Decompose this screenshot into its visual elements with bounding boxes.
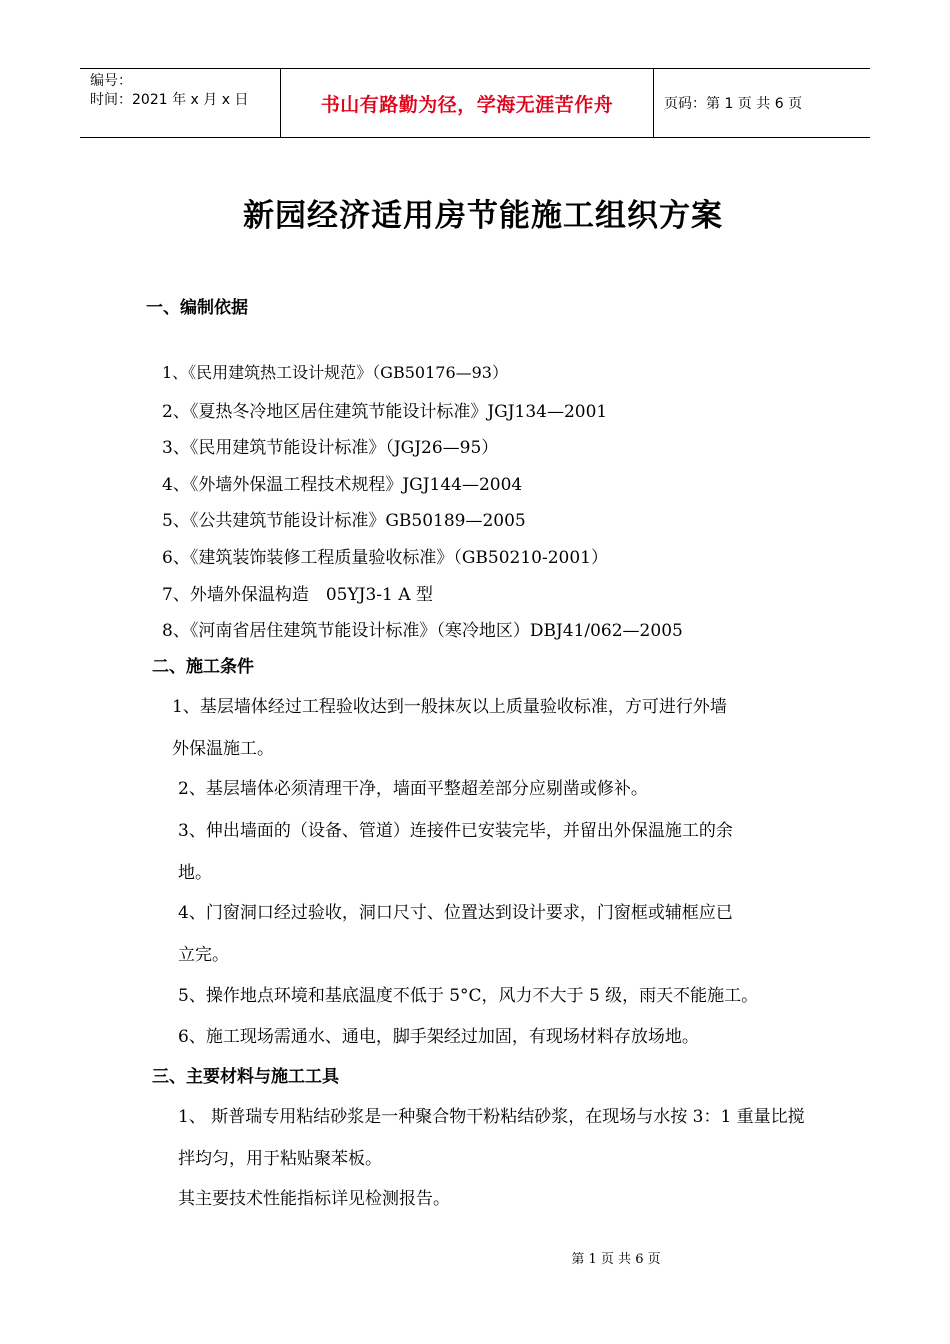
condition-line: 4、门窗洞口经过验收，洞口尺寸、位置达到设计要求，门窗框或辅框应已 [178,903,733,923]
condition-line: 3、伸出墙面的（设备、管道）连接件已安装完毕，并留出外保温施工的余 [178,821,733,841]
header-table [80,68,870,138]
section-heading-materials: 三、主要材料与施工工具 [152,1067,339,1087]
section-heading-conditions: 二、施工条件 [152,657,254,677]
condition-line: 外保温施工。 [172,739,274,759]
basis-item: 1、《民用建筑热工设计规范》（GB50176—93） [162,363,508,382]
condition-line: 2、基层墙体必须清理干净，墙面平整超差部分应剔凿或修补。 [178,779,648,799]
document-time-label: 时间：2021 年 x 月 x 日 [90,92,249,108]
material-line: 拌均匀，用于粘贴聚苯板。 [178,1149,382,1169]
condition-line: 地。 [178,863,212,883]
header-meta-cell [80,69,281,137]
document-number-label: 编号： [90,73,132,89]
basis-item: 8、《河南省居住建筑节能设计标准》（寒冷地区）DBJ41/062—2005 [162,621,683,641]
header-motto: 书山有路勤为径，学海无涯苦作舟 [320,93,614,116]
basis-item: 5、《公共建筑节能设计标准》GB50189—2005 [162,511,526,531]
header-page-cell [654,69,870,137]
header-motto-cell [281,69,654,137]
basis-item: 3、《民用建筑节能设计标准》（JGJ26—95） [162,438,499,458]
material-line: 其主要技术性能指标详见检测报告。 [178,1189,450,1209]
condition-line: 1、基层墙体经过工程验收达到一般抹灰以上质量验收标准，方可进行外墙 [172,697,727,717]
page-footer: 第 1 页 共 6 页 [571,1252,661,1267]
basis-item: 2、《夏热冬冷地区居住建筑节能设计标准》JGJ134—2001 [162,402,608,422]
section-heading-basis: 一、编制依据 [146,298,248,318]
condition-line: 立完。 [178,945,229,965]
basis-item: 7、外墙外保温构造 05YJ3-1 A 型 [162,585,433,605]
condition-line: 5、操作地点环境和基底温度不低于 5°C，风力不大于 5 级，雨天不能施工。 [178,986,759,1006]
document-title: 新园经济适用房节能施工组织方案 [243,198,723,234]
basis-item: 4、《外墙外保温工程技术规程》JGJ144—2004 [162,475,523,495]
basis-item: 6、《建筑装饰装修工程质量验收标准》（GB50210-2001） [162,548,608,568]
header-page-code: 页码：第 1 页 共 6 页 [664,96,803,112]
material-line: 1、 斯普瑞专用粘结砂浆是一种聚合物干粉粘结砂浆，在现场与水按 3：1 重量比搅 [178,1107,805,1127]
condition-line: 6、施工现场需通水、通电，脚手架经过加固，有现场材料存放场地。 [178,1027,699,1047]
